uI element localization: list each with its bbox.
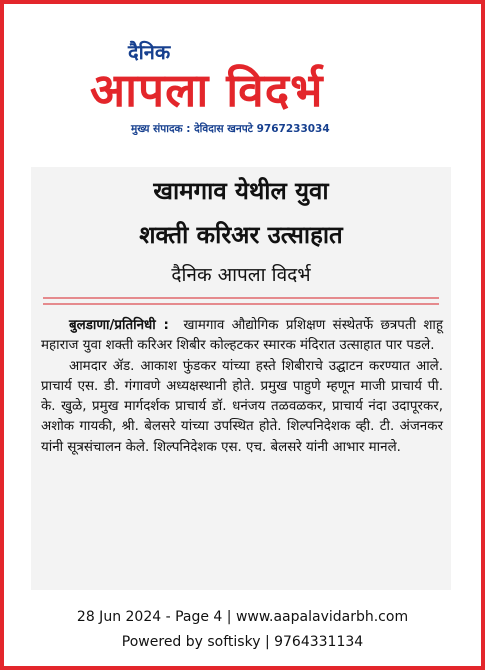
paragraph-1-text: खामगाव औद्योगिक प्रशिक्षण संस्थेतर्फे छत्रपती शाहू महाराज युवा शक्ती करिअर शिबीर कोल्हटकर स्मारक मंदिरात उत्साहात पार पडले. [41,318,443,354]
article-source: दैनिक आपला विदर्भ [171,264,311,286]
masthead [0,0,477,150]
headline-line-1: खामगाव येथील युवा [153,177,329,205]
article-paragraph-2: आमदार ॲड. आकाश फुंडकर यांच्या हस्ते शिबीराचे उद्घाटन करण्यात आले. प्राचार्य एस. डी. गंगावणे अध्यक्षस्थानी होते. प्रमुख पाहुणे म्हणून माजी प्राचार्य पी. के. खुळे, प्रमुख मार्गदर्शक प्राचार्य डॉ. धनंजय तळवळकर, प्राचार्य नंदा उदापूरकर, अशोक गायकी, श्री. बेलसरे यांच्या उपस्थित होते. शिल्पनिदेशक व्ही. टी. अंजनकर यांनी सूत्रसंचालन केले. शिल्पनिदेशक एस. एच. बेलसरे यांनी आभार मानले. [41,358,443,455]
footer-date-page-url: 28 Jun 2024 - Page 4 | www.aapalavidarbh.com [76,609,409,625]
daily-label: दैनिक [128,40,171,64]
article-body [41,316,443,458]
chief-editor-line: मुख्य संपादक : देविदास खनपटे 9767233034 [131,123,330,135]
article-clipping [31,167,451,590]
headline-line-2: शक्ती करिअर उत्साहात [139,221,343,249]
divider-rule-bottom [43,303,439,305]
newspaper-logo-title: आपला विदर्भ [90,63,324,117]
footer-powered-by: Powered by softisky | 9764331134 [121,634,364,650]
divider-rule-top [43,297,439,299]
article-paragraph-1 [41,316,443,357]
dateline: बुलडाणा/प्रतिनिधी : [69,318,169,333]
